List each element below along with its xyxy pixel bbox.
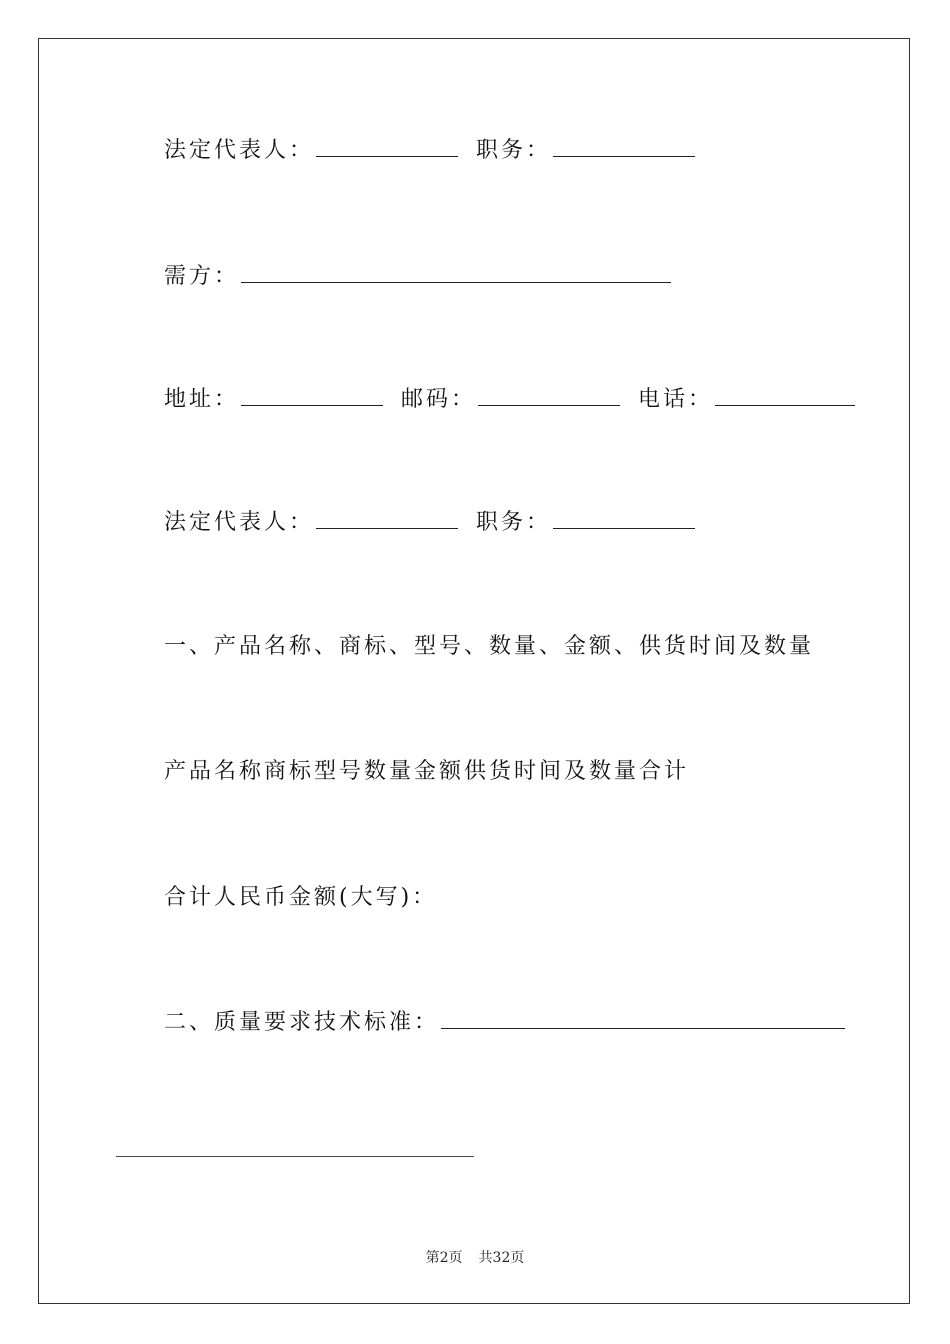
rep2-title-label: 职务： xyxy=(476,510,552,535)
address-blank[interactable] xyxy=(241,385,383,406)
page-frame xyxy=(38,38,910,1304)
total-amount-line: 合计人民币金额(大写)： xyxy=(164,885,438,910)
rep2-title-blank[interactable] xyxy=(553,508,695,529)
page-footer xyxy=(0,1247,950,1267)
buyer-label: 需方： xyxy=(164,264,240,289)
rep1-line xyxy=(164,136,703,166)
phone-blank[interactable] xyxy=(715,385,855,406)
rep2-label: 法定代表人： xyxy=(164,510,315,535)
rep1-label: 法定代表人： xyxy=(164,138,315,163)
buyer-line xyxy=(164,262,679,292)
address-label: 地址： xyxy=(164,387,240,412)
page-total: 共32页 xyxy=(478,1250,525,1266)
section2-line xyxy=(164,1008,853,1038)
phone-label: 电话： xyxy=(638,387,714,412)
section2-blank[interactable] xyxy=(441,1008,845,1029)
postcode-blank[interactable] xyxy=(478,385,620,406)
table-header-text: 产品名称商标型号数量金额供货时间及数量合计 xyxy=(164,759,690,784)
postcode-label: 邮码： xyxy=(401,387,477,412)
section2-label: 二、质量要求技术标准： xyxy=(164,1010,440,1035)
footnote-rule xyxy=(116,1156,474,1157)
page-current: 第2页 xyxy=(425,1250,463,1266)
rep1-title-label: 职务： xyxy=(476,138,552,163)
rep2-line xyxy=(164,508,703,538)
address-line xyxy=(164,385,863,415)
section1-heading: 一、产品名称、商标、型号、数量、金额、供货时间及数量 xyxy=(164,634,815,659)
buyer-blank[interactable] xyxy=(241,262,671,283)
rep1-blank[interactable] xyxy=(316,136,458,157)
rep1-title-blank[interactable] xyxy=(553,136,695,157)
rep2-blank[interactable] xyxy=(316,508,458,529)
